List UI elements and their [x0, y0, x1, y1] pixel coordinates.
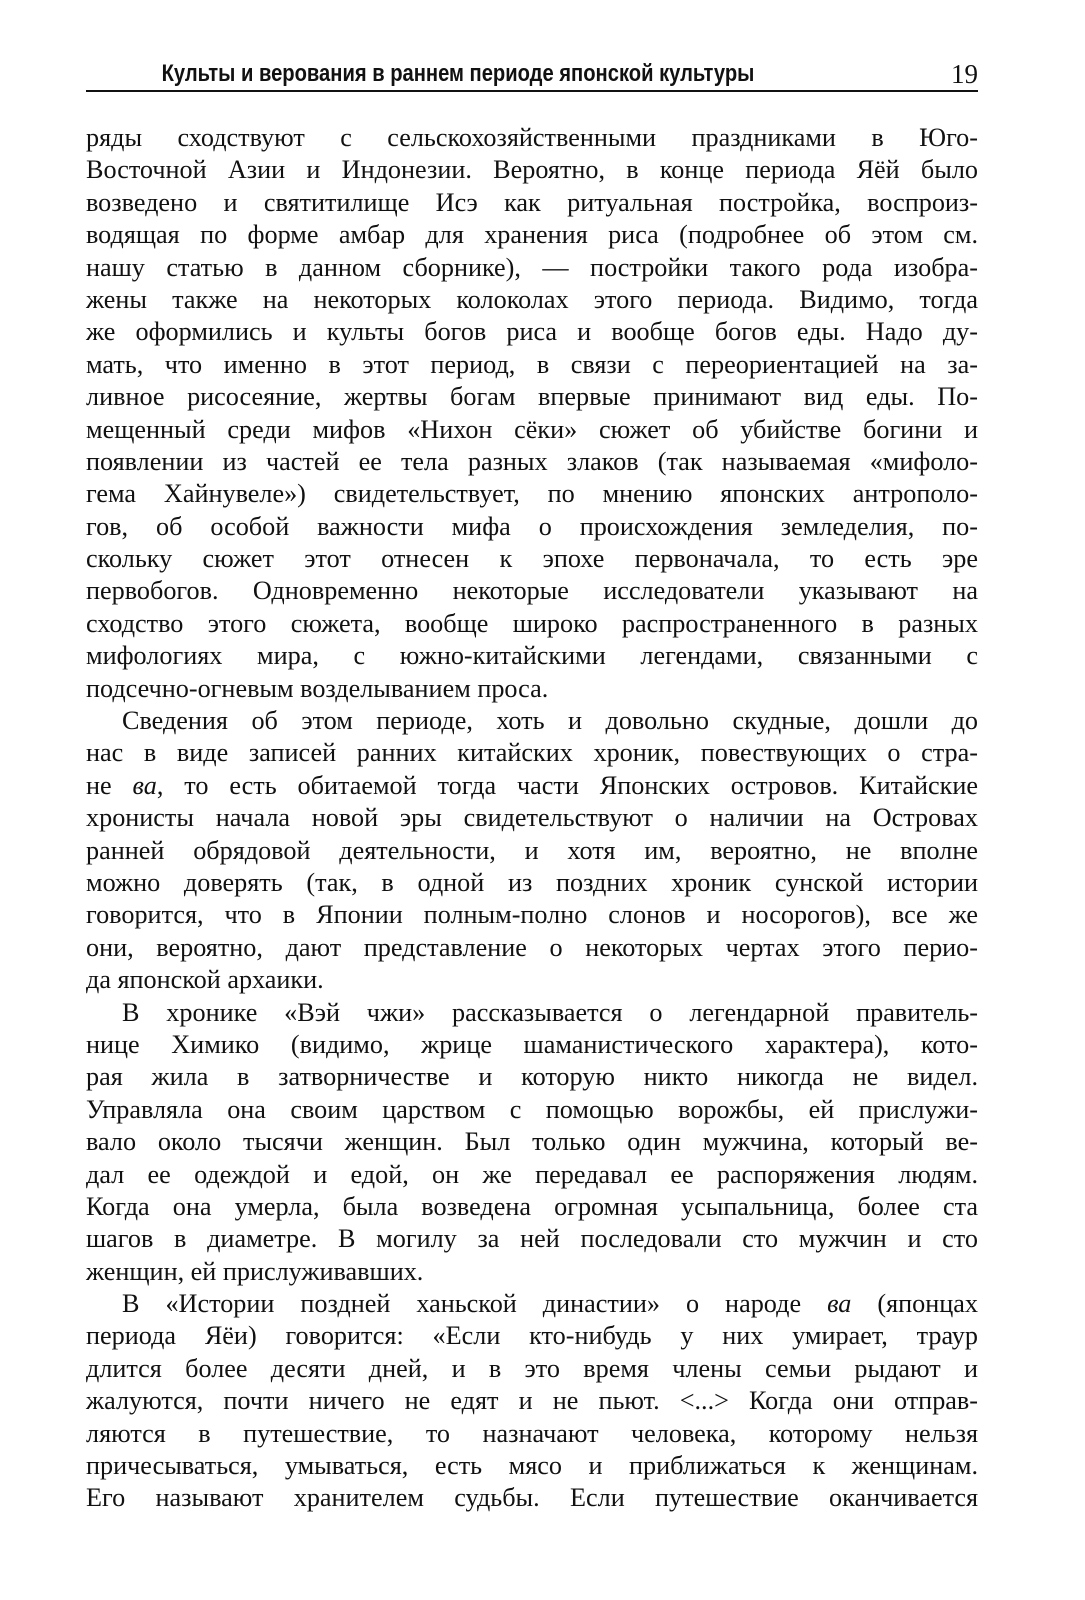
text-line: первобогов. Одновременно некоторые исследователи указывают на — [86, 576, 978, 606]
text-line: они, вероятно, дают представление о некоторых чертах этого перио- — [86, 932, 978, 962]
text-line: Когда она умерла, была возведена огромная усыпальница, более ста — [86, 1191, 978, 1221]
text-line: ранней обрядовой деятельности, и хотя им, вероятно, не вполне — [86, 835, 978, 865]
text-line: Восточной Азии и Индонезии. Вероятно, в конце периода Яёй было — [86, 155, 978, 185]
text-line: водящая по форме амбар для хранения риса (подробнее об этом см. — [86, 220, 978, 250]
paragraph — [86, 1288, 978, 1515]
text-line: сходство этого сюжета, вообще широко распространенного в разных — [86, 608, 978, 638]
text-line: говорится, что в Японии полным-полно слонов и носорогов), все же — [86, 900, 978, 930]
text-line: мать, что именно в этот период, в связи с переориентацией на за- — [86, 349, 978, 379]
text-line: скольку сюжет этот отнесен к эпохе первоначала, то есть эре — [86, 544, 978, 574]
paragraph — [86, 122, 978, 705]
text-line: мещенный среди мифов «Нихон сёки» сюжет об убийстве богини и — [86, 414, 978, 444]
text-line: хронисты начала новой эры свидетельствуют о наличии на Островах — [86, 803, 978, 833]
text-line: ляются в путешествие, то назначают человека, которому нельзя — [86, 1418, 978, 1448]
text-line: В хронике «Вэй чжи» рассказывается о легендарной правитель- — [122, 997, 978, 1027]
text-line: гов, об особой важности мифа о происхождения земледелия, по- — [86, 511, 978, 541]
text-line: длится более десяти дней, и в это время члены семьи рыдают и — [86, 1353, 978, 1383]
running-header — [86, 52, 978, 92]
text-line: причесываться, умываться, есть мясо и приближаться к женщинам. — [86, 1451, 978, 1481]
text-line: возведено и святитилище Исэ как ритуальная постройка, воспроиз- — [86, 187, 978, 217]
text-line: женщин, ей прислуживавших. — [86, 1256, 424, 1286]
text-line: шагов в диаметре. В могилу за ней последовали сто мужчин и сто — [86, 1224, 978, 1254]
paragraph — [86, 997, 978, 1289]
page-number: 19 — [951, 59, 978, 89]
text-line: дал ее одеждой и едой, он же передавал ее распоряжения людям. — [86, 1159, 978, 1189]
text-line: нашу статью в данном сборнике), — постройки такого рода изобра- — [86, 252, 978, 282]
text-line: не ва, то есть обитаемой тогда части Японских островов. Китайские — [86, 770, 978, 800]
text-line: ливное рисосеяние, жертвы богам впервые принимают вид еды. По- — [86, 382, 978, 412]
text-line: можно доверять (так, в одной из поздних хроник сунской истории — [86, 867, 978, 897]
text-line: Сведения об этом периоде, хоть и довольно скудные, дошли до — [122, 706, 978, 736]
text-line: нас в виде записей ранних китайских хроник, повествующих о стра- — [86, 738, 978, 768]
text-line: же оформились и культы богов риса и вообще богов еды. Надо ду- — [86, 317, 978, 347]
text-line: В «Истории поздней ханьской династии» о народе ва (японцах — [122, 1289, 978, 1319]
text-line: Управляла она своим царством с помощью ворожбы, ей прислужи- — [86, 1094, 978, 1124]
book-page — [86, 52, 978, 1515]
text-line: да японской архаики. — [86, 965, 324, 995]
text-line: подсечно-огневым возделыванием проса. — [86, 673, 549, 703]
text-line: мифологиях мира, с южно-китайскими легендами, связанными с — [86, 641, 978, 671]
text-line: гема Хайнувеле») свидетельствует, по мнению японских антрополо- — [86, 479, 978, 509]
text-line: нице Химико (видимо, жрице шаманистического характера), кото- — [86, 1029, 978, 1059]
text-line: Его называют хранителем судьбы. Если путешествие оканчивается — [86, 1483, 978, 1513]
text-line: появлении из частей ее тела разных злаков (так называемая «мифоло- — [86, 446, 978, 476]
running-title: Культы и верования в раннем периоде японской культуры — [161, 60, 755, 87]
text-line: периода Яёи) говорится: «Если кто-нибудь у них умирает, траур — [86, 1321, 978, 1351]
body-text — [86, 122, 978, 1515]
text-line: вало около тысячи женщин. Был только один мужчина, который ве- — [86, 1127, 978, 1157]
text-line: жены также на некоторых колоколах этого периода. Видимо, тогда — [86, 284, 978, 314]
text-line: рая жила в затворничестве и которую никто никогда не видел. — [86, 1062, 978, 1092]
text-line: ряды сходствуют с сельскохозяйственными праздниками в Юго- — [86, 123, 978, 152]
paragraph — [86, 705, 978, 997]
text-line: жалуются, почти ничего не едят и не пьют. <...> Когда они отправ- — [86, 1386, 978, 1416]
